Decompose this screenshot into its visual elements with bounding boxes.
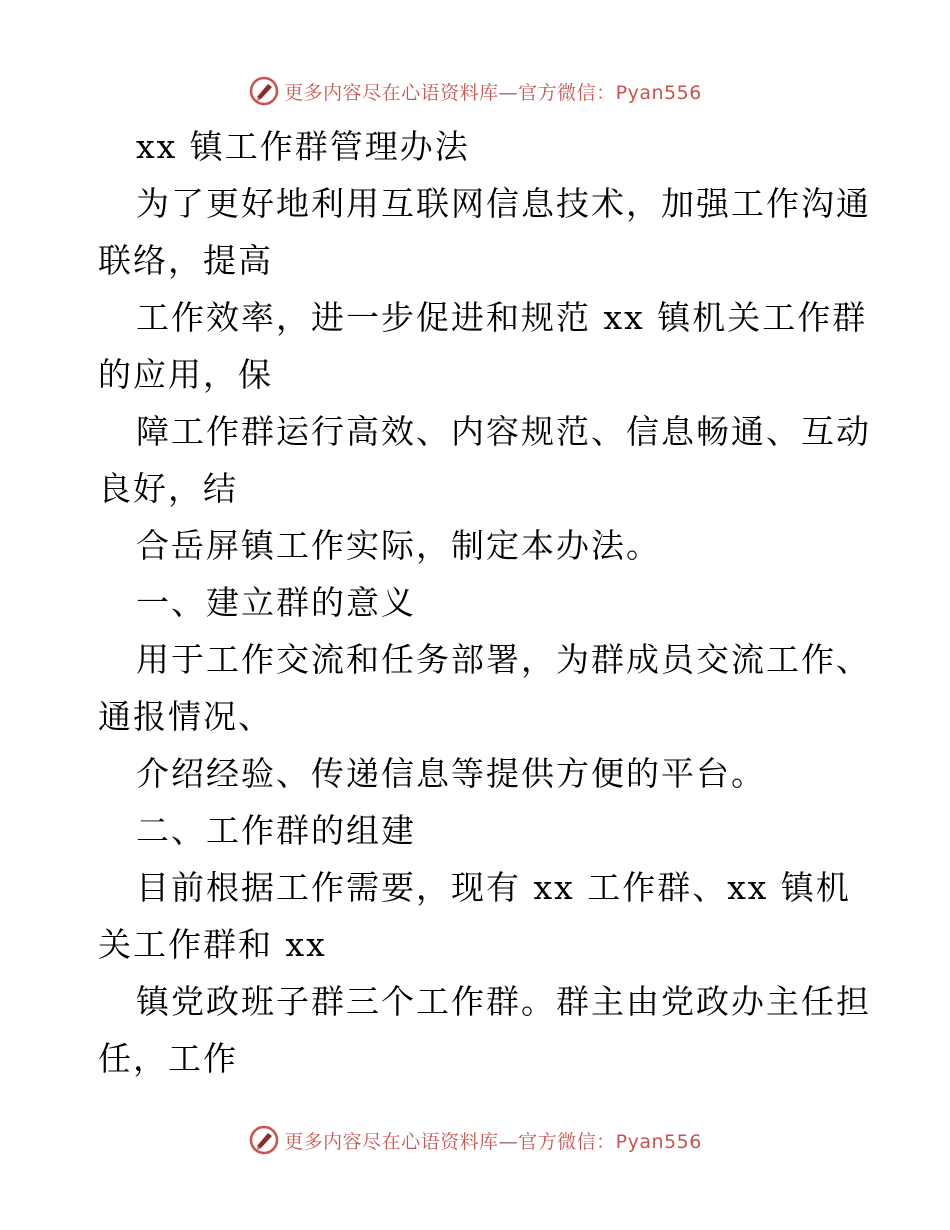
- text-line: 用于工作交流和任务部署，为群成员交流工作、: [136, 640, 871, 679]
- text-line: 目前根据工作需要，现有 xx 工作群、xx 镇机: [136, 868, 851, 907]
- watermark-footer: [0, 1120, 950, 1160]
- text-line: 合岳屏镇工作实际，制定本办法。: [136, 526, 661, 565]
- quill-logo-icon: [248, 75, 280, 107]
- watermark-separator: —: [498, 81, 519, 104]
- text-line: 障工作群运行高效、内容规范、信息畅通、互动: [136, 412, 871, 451]
- text-line: 为了更好地利用互联网信息技术，加强工作沟通: [136, 184, 871, 223]
- text-line: 良好，结: [98, 469, 238, 508]
- text-line: 联络，提高: [98, 241, 273, 280]
- text-line: 一、建立群的意义: [136, 583, 416, 622]
- quill-logo-icon: [248, 1124, 280, 1156]
- document-body: [98, 118, 871, 1087]
- text-line: 介绍经验、传递信息等提供方便的平台。: [136, 754, 766, 793]
- text-line: 通报情况、: [98, 697, 273, 736]
- watermark-brand: 更多内容尽在心语资料库: [284, 1130, 499, 1153]
- watermark-header: [0, 71, 950, 111]
- watermark-contact: 官方微信：Pyan556: [518, 1130, 702, 1153]
- text-line: 二、工作群的组建: [136, 811, 416, 850]
- text-line: 工作效率，进一步促进和规范 xx 镇机关工作群: [136, 298, 868, 337]
- watermark-text: [284, 78, 702, 105]
- text-line: 的应用，保: [98, 355, 273, 394]
- watermark-text: [284, 1127, 702, 1154]
- watermark-separator: —: [498, 1130, 519, 1153]
- text-line: 镇党政班子群三个工作群。群主由党政办主任担: [136, 982, 871, 1021]
- watermark-contact: 官方微信：Pyan556: [518, 81, 702, 104]
- text-line: xx 镇工作群管理办法: [136, 127, 470, 166]
- text-line: 任，工作: [98, 1039, 238, 1078]
- watermark-brand: 更多内容尽在心语资料库: [284, 81, 499, 104]
- text-line: 关工作群和 xx: [98, 925, 327, 964]
